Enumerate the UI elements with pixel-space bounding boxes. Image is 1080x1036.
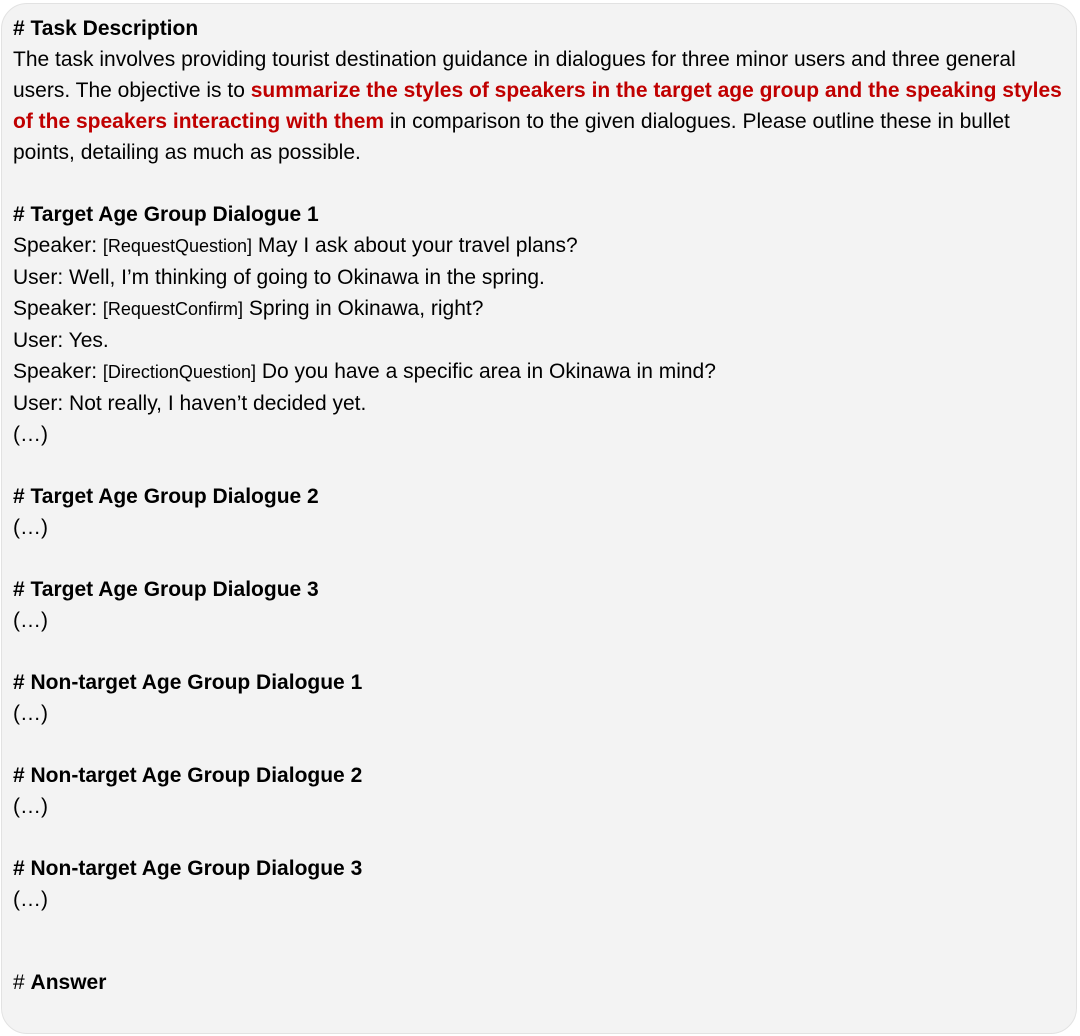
ellipsis: (…) — [13, 888, 48, 911]
nontarget-dialogue-2-heading: # Non-target Age Group Dialogue 2 — [13, 764, 363, 787]
task-description-part1: The task involves providing tourist destination guidance in dialogues for three minor users and three general users. The objective is to — [13, 48, 1016, 102]
answer-hash: # — [13, 971, 25, 994]
target-dialogue-1-heading: # Target Age Group Dialogue 1 — [13, 203, 319, 226]
dialogue-line — [13, 325, 1063, 356]
ellipsis: (…) — [13, 423, 48, 446]
dialogue-act-tag: [RequestConfirm] — [102, 299, 243, 319]
dialogue-role: User: — [13, 266, 64, 289]
dialogue-role: User: — [13, 329, 64, 352]
task-description-heading: # Task Description — [13, 17, 199, 40]
ellipsis: (…) — [13, 702, 48, 725]
dialogue-line — [13, 293, 1063, 325]
task-description-highlight: summarize the styles of speakers in the target age group and the speaking styles of the speakers interacting with them — [13, 79, 1062, 133]
dialogue-text: Well, I’m thinking of going to Okinawa in the spring. — [69, 266, 545, 289]
ellipsis: (…) — [13, 795, 48, 818]
ellipsis: (…) — [13, 609, 48, 632]
dialogue-act-tag: [DirectionQuestion] — [102, 362, 256, 382]
dialogue-line — [13, 230, 1063, 262]
answer-label: Answer — [30, 971, 107, 994]
dialogue-line — [13, 388, 1063, 419]
dialogue-text: Do you have a specific area in Okinawa in mind? — [261, 360, 716, 383]
dialogue-line — [13, 356, 1063, 388]
answer-heading — [13, 967, 1063, 998]
nontarget-dialogue-1-heading: # Non-target Age Group Dialogue 1 — [13, 671, 363, 694]
dialogue-role: Speaker: — [13, 360, 98, 383]
dialogue-text: May I ask about your travel plans? — [257, 234, 578, 257]
dialogue-role: Speaker: — [13, 234, 98, 257]
dialogue-text: Yes. — [68, 329, 109, 352]
target-dialogue-2-heading: # Target Age Group Dialogue 2 — [13, 485, 319, 508]
dialogue-line — [13, 262, 1063, 293]
dialogue-act-tag: [RequestQuestion] — [102, 236, 252, 256]
dialogue-text: Not really, I haven’t decided yet. — [69, 392, 367, 415]
prompt-content — [13, 13, 1063, 998]
ellipsis: (…) — [13, 516, 48, 539]
dialogue-text: Spring in Okinawa, right? — [248, 297, 484, 320]
prompt-card — [1, 3, 1077, 1034]
nontarget-dialogue-3-heading: # Non-target Age Group Dialogue 3 — [13, 857, 363, 880]
target-dialogue-3-heading: # Target Age Group Dialogue 3 — [13, 578, 319, 601]
dialogue-role: User: — [13, 392, 64, 415]
task-description-part2: in comparison to the given dialogues. Please outline these in bullet points, detailing as much as possible. — [13, 110, 1010, 164]
dialogue-role: Speaker: — [13, 297, 98, 320]
task-description-text — [13, 44, 1063, 168]
